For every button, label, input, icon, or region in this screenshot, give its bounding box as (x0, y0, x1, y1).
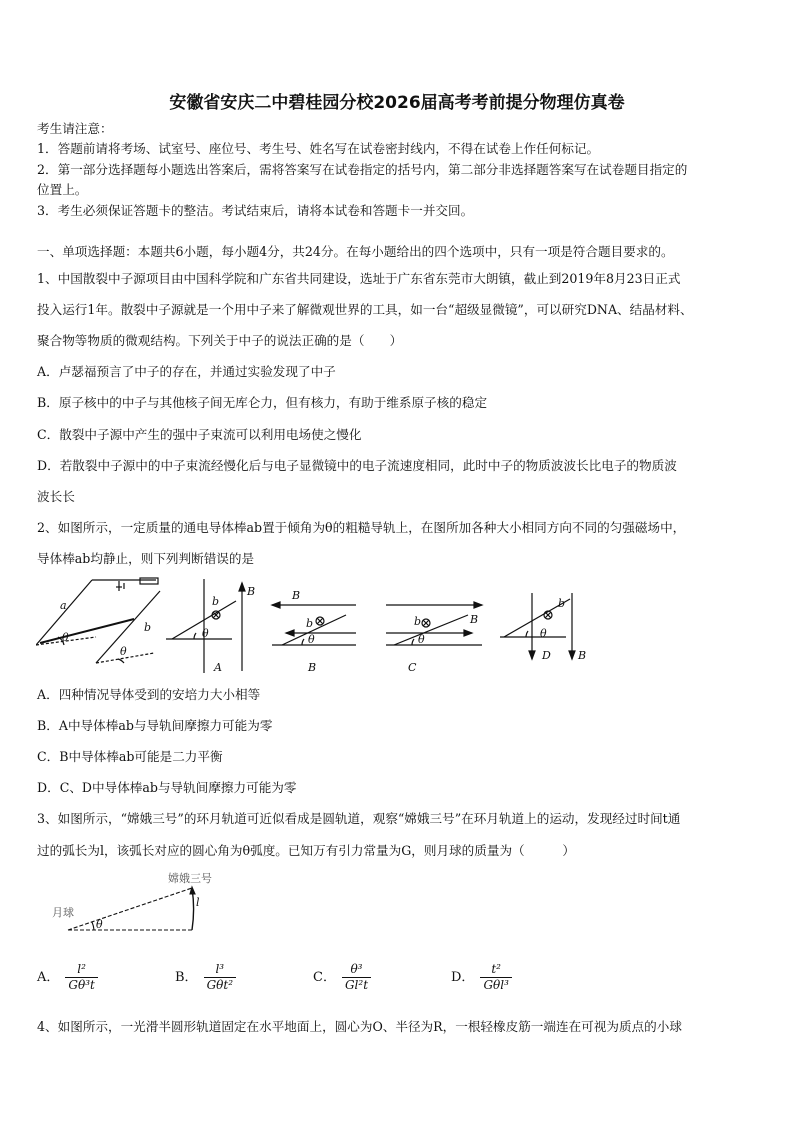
notice-item: 1．答题前请将考场、试室号、座位号、考生号、姓名写在试卷密封线内，不得在试卷上作任何标记。 (37, 141, 600, 156)
q3-option-fraction (204, 962, 236, 993)
q3-option-fraction (65, 962, 97, 993)
label-D: D (542, 649, 551, 662)
label-theta: θ (202, 627, 209, 640)
section-heading: 一、单项选择题：本题共6小题，每小题4分，共24分。在每小题给出的四个选项中，只有一项是符合题目要求的。 (37, 244, 674, 259)
q1-option-b: B．原子核中的中子与其他核子间无库仑力，但有核力，有助于维系原子核的稳定 (37, 395, 488, 410)
label-theta: θ (120, 645, 127, 658)
label-B: B (470, 613, 479, 626)
q3-stem-line: 3、如图所示，“嫦娥三号”的环月轨道可近似看成是圆轨道，观察“嫦娥三号”在环月轨道上的运动，发现经过时间t通 (37, 811, 681, 826)
notice-item: 2．第一部分选择题每小题选出答案后，需将答案写在试卷指定的括号内，第二部分非选择题答案写在试卷题目指定的 (37, 162, 688, 177)
q3-option-d (451, 962, 512, 993)
label-B: B (308, 661, 317, 674)
notice-heading: 考生请注意： (37, 121, 113, 136)
fraction-numerator: l² (65, 962, 97, 978)
label-b: b (414, 615, 422, 628)
q3-option-a (37, 962, 98, 993)
q3-option-c (313, 962, 371, 993)
label-B: B (247, 585, 256, 598)
exam-title: 安徽省安庆二中碧桂园分校2026届高考考前提分物理仿真卷 (169, 93, 625, 113)
q1-option-c: C．散裂中子源中产生的强中子束流可以利用电场使之慢化 (37, 427, 362, 442)
label-b: b (144, 621, 152, 634)
q3-option-label: D． (451, 970, 475, 985)
notice-item: 3．考生必须保证答题卡的整洁。考试结束后，请将本试卷和答题卡一并交回。 (37, 203, 474, 218)
q1-stem-line: 1、中国散裂中子源项目由中国科学院和广东省共同建设，选址于广东省东莞市大朗镇，截止到2019年8月23日正式 (37, 271, 681, 286)
label-B: B (292, 589, 301, 602)
fraction-denominator: Gθt² (206, 978, 234, 992)
q3-option-fraction (342, 962, 371, 993)
radius-top (68, 888, 192, 930)
q3-option-label: C． (313, 970, 336, 985)
fraction-numerator: θ³ (342, 962, 371, 978)
q1-option-d: D．若散裂中子源中的中子束流经慢化后与电子显微镜中的电子流速度相同，此时中子的物质波波长比电子的物质波 (37, 458, 677, 473)
q2-option-a: A．四种情况导体受到的安培力大小相等 (37, 687, 261, 702)
q4-stem-line: 4、如图所示，一光滑半圆形轨道固定在水平地面上，圆心为O、半径为R，一根轻橡皮筋一端连在可视为质点的小球 (37, 1019, 682, 1034)
notice-item: 位置上。 (37, 182, 88, 197)
label-chang-e: 嫦娥三号 (168, 872, 212, 885)
fraction-numerator: l³ (204, 962, 236, 978)
q3-figure (50, 868, 240, 938)
label-a: a (60, 599, 67, 612)
q2-option-c: C．B中导体棒ab可能是二力平衡 (37, 749, 223, 764)
q1-stem-line: 聚合物等物质的微观结构。下列关于中子的说法正确的是（ ） (37, 333, 403, 348)
q3-option-label: A． (37, 970, 60, 985)
label-A: A (214, 661, 222, 674)
label-B: B (578, 649, 587, 662)
label-b: b (212, 595, 220, 608)
q2-stem-line: 导体棒ab均静止，则下列判断错误的是 (37, 551, 255, 566)
label-b: b (558, 597, 566, 610)
q1-option-a: A．卢瑟福预言了中子的存在，并通过实验发现了中子 (37, 364, 336, 379)
rod-ab (40, 619, 134, 643)
label-moon: 月球 (52, 906, 74, 919)
fraction-denominator: Gl²t (344, 978, 369, 992)
fraction-numerator: t² (480, 962, 511, 978)
q2-option-b: B．A中导体棒ab与导轨间摩擦力可能为零 (37, 718, 273, 733)
label-l: l (196, 896, 200, 909)
q1-option-d-cont: 波长长 (37, 489, 75, 504)
q2-figure (36, 575, 596, 680)
label-b: b (306, 617, 314, 630)
label-theta: θ (540, 627, 547, 640)
label-C: C (408, 661, 417, 674)
label-theta: θ (418, 633, 425, 646)
q3-option-fraction (480, 962, 511, 993)
label-theta: θ (96, 918, 103, 931)
fraction-denominator: Gθ³t (68, 978, 95, 992)
q2-option-d: D．C、D中导体棒ab与导轨间摩擦力可能为零 (37, 780, 297, 795)
q1-stem-line: 投入运行1年。散裂中子源就是一个用中子来了解微观世界的工具，如一台“超级显微镜”，可以研究DNA、结晶材料、 (37, 302, 693, 317)
q2-stem-line: 2、如图所示，一定质量的通电导体棒ab置于倾角为θ的粗糙导轨上，在图所加各种大小相同方向不同的匀强磁场中， (37, 520, 686, 535)
q3-option-b (175, 962, 236, 993)
fraction-denominator: Gθl³ (483, 978, 509, 992)
q3-stem-line: 过的弧长为l，该弧长对应的圆心角为θ弧度。已知万有引力常量为G，则月球的质量为（ ） (37, 843, 576, 858)
label-theta: θ (308, 633, 315, 646)
label-theta: θ (62, 631, 69, 644)
q3-option-label: B． (175, 970, 198, 985)
